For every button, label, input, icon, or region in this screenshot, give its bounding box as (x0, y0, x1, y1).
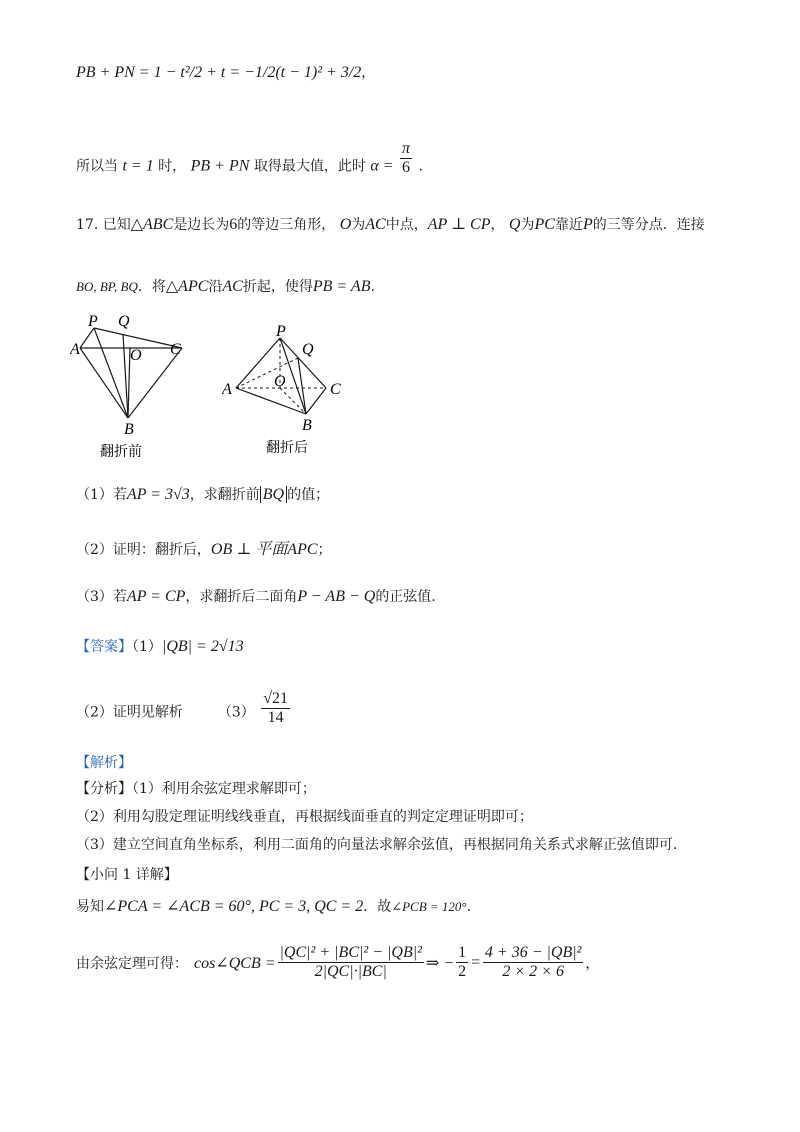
text: ，求翻折后二面角 (185, 589, 298, 605)
frac-den: 14 (267, 709, 284, 726)
frac-num: |QC|² + |BC|² − |QB|² (279, 944, 422, 961)
math: ∠PCB = 120° (391, 899, 467, 914)
math: AC (365, 216, 386, 233)
conclusion-line (76, 140, 423, 185)
text: 是边长为 (173, 217, 230, 233)
math: ⇒ − (425, 954, 455, 972)
fraction-answer-3 (261, 690, 290, 727)
math: cos∠QCB = (194, 954, 276, 972)
label-B: B (302, 417, 312, 434)
math: AP = 3√3 (126, 486, 190, 503)
fraction-cos (278, 944, 424, 981)
fraction-half (456, 944, 468, 981)
math: = (470, 953, 481, 971)
problem-number: 17. (76, 217, 99, 233)
text: 易知 (76, 899, 104, 915)
analysis-1: 【分析】（1）利用余弦定理求解即可； (76, 781, 316, 797)
detail-line-2 (76, 944, 599, 981)
text: 由余弦定理可得： (76, 955, 188, 972)
text: 取得最大值，此时 (253, 158, 366, 175)
formula-line-1 (76, 62, 375, 82)
text: 的正弦值. (375, 589, 436, 605)
text: （3） (217, 704, 255, 721)
label-P: P (276, 323, 286, 340)
math-t: t = 1 (122, 157, 154, 175)
answer-label: 【答案】 (76, 639, 132, 655)
question-3 (76, 586, 436, 606)
fraction-pi-6 (400, 140, 412, 177)
text: 所以当 (76, 158, 118, 175)
math: BO, BP, BQ (76, 279, 138, 294)
math: Q (508, 216, 521, 233)
text: ； (317, 542, 332, 558)
caption-after: 翻折后 (266, 440, 308, 456)
text: （1）若 (76, 487, 127, 503)
math: AP ⊥ CP (427, 216, 491, 233)
math: AP = CP (126, 588, 186, 605)
text: 沿 (208, 279, 223, 295)
frac-den: 6 (401, 159, 410, 176)
frac-den: 2 × 2 × 6 (502, 963, 564, 980)
text: 折起，使得 (242, 279, 313, 295)
label-A: A (222, 381, 232, 398)
answer-line-2 (76, 690, 292, 731)
frac-den: 2 (458, 963, 467, 980)
answer-line-1 (76, 636, 244, 656)
label-B: B (124, 421, 134, 438)
text: 靠近 (554, 217, 583, 233)
math: PB = AB (312, 278, 371, 295)
punct: ， (361, 65, 376, 81)
text: （3）若 (76, 589, 127, 605)
punct: . (418, 158, 423, 175)
analysis-2: （2）利用勾股定理证明线线垂直，再根据线面垂直的判定定理证明即可； (76, 809, 533, 825)
label-Q: Q (302, 341, 314, 358)
analysis-title: 【解析】 (76, 755, 132, 771)
math: PC (534, 216, 555, 233)
math-alpha: α = (370, 157, 394, 175)
text: 已知 (102, 217, 131, 233)
math: △ABC (130, 216, 174, 233)
math: △APC (165, 278, 209, 295)
question-1 (76, 484, 329, 504)
math-pbpn: PB + PN (190, 157, 250, 175)
label-O: O (130, 347, 142, 364)
detail-line-1 (76, 896, 471, 916)
punct: ， (585, 955, 600, 972)
text: （2）证明：翻折后， (76, 542, 211, 558)
label-Q: Q (118, 313, 130, 330)
text: 为 (351, 217, 366, 233)
text: （2）证明见解析 (76, 704, 183, 721)
fraction-rhs (483, 944, 584, 981)
frac-num: 1 (458, 944, 467, 961)
text: （1） (132, 639, 162, 655)
text: . (466, 899, 472, 915)
text: 的值； (287, 487, 330, 503)
math: ∠PCA = ∠ACB = 60°, PC = 3, QC = 2 (104, 898, 364, 915)
frac-num: √21 (263, 690, 288, 707)
text: 为 (520, 217, 535, 233)
text: 时， (158, 158, 187, 175)
text: ．故 (363, 899, 392, 915)
text: ， (490, 217, 505, 233)
problem-17-line-1 (76, 214, 705, 234)
label-O: O (274, 373, 286, 390)
text: . (370, 279, 375, 295)
math: OB ⊥ 平面APC (210, 541, 318, 558)
figure-after-fold (222, 322, 352, 462)
frac-num: 4 + 36 − |QB|² (484, 944, 582, 961)
math: P − AB − Q (297, 588, 376, 605)
subquestion-title: 【小问 1 详解】 (76, 867, 178, 883)
analysis-3: （3）建立空间直角坐标系，利用二面角的向量法求解余弦值，再根据同角关系式求解正弦值即可. (76, 837, 678, 853)
label-C: C (170, 341, 181, 358)
text: 的三等分点．连接 (592, 217, 705, 233)
text: 的等边三角形， (237, 217, 336, 233)
frac-num: π (401, 140, 410, 157)
figure-before-fold (70, 312, 190, 462)
text: 中点， (385, 217, 428, 233)
label-C: C (330, 381, 341, 398)
math: O (339, 216, 352, 233)
math: P (582, 216, 593, 233)
math: AC (222, 278, 243, 295)
label-A: A (70, 341, 80, 358)
math: |QB| = 2√13 (161, 638, 244, 655)
question-2 (76, 536, 332, 559)
problem-17-line-2 (76, 276, 375, 296)
text: ，求翻折前 (189, 487, 260, 503)
label-P: P (88, 313, 98, 330)
math-abs-bq: BQ (260, 486, 287, 503)
math: 6 (229, 216, 238, 233)
frac-den: 2|QC|·|BC| (314, 963, 387, 980)
caption-before: 翻折前 (100, 444, 142, 460)
formula-pb-pn: PB + PN = 1 − t²/2 + t = −1/2(t − 1)² + 3/2 (76, 64, 362, 81)
text: ．将 (137, 279, 166, 295)
